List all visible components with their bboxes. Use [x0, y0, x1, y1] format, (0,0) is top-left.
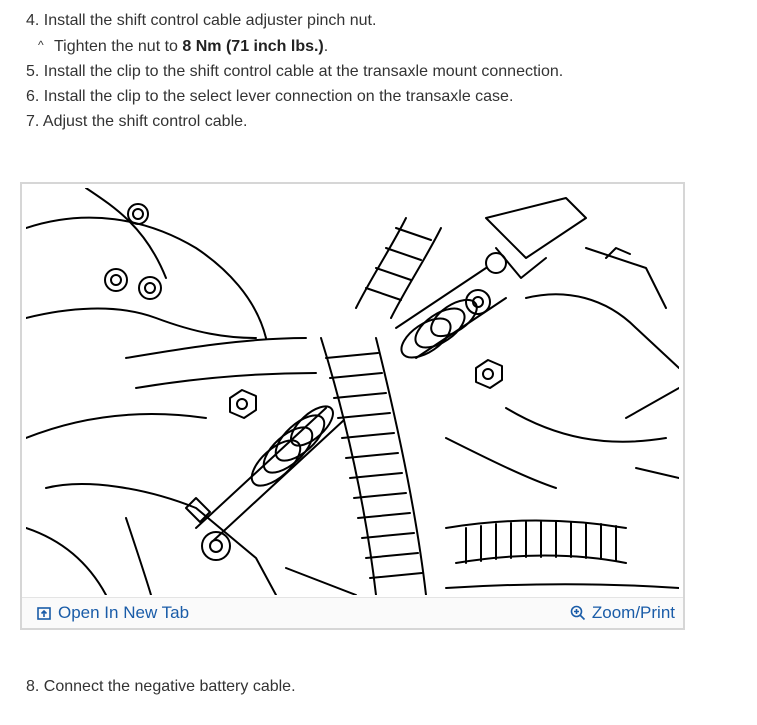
step-6 — [26, 84, 563, 109]
open-in-new-tab-link[interactable] — [36, 603, 189, 623]
step-text: Install the clip to the shift control cable at the transaxle mount connection. — [43, 63, 564, 80]
figure-panel — [20, 182, 685, 630]
step-8 — [26, 678, 296, 696]
illustration-drawing — [26, 188, 679, 595]
zoom-print-link[interactable] — [570, 603, 675, 623]
step-7 — [26, 109, 563, 134]
step-4 — [26, 8, 563, 33]
instruction-steps — [26, 8, 563, 134]
open-in-new-tab-icon — [36, 605, 52, 621]
step-number: 8. — [26, 678, 40, 695]
zoom-in-icon — [570, 605, 586, 621]
step-number: 7. — [26, 113, 40, 130]
step-number: 4. — [26, 12, 40, 29]
caret-bullet-icon: ^ — [38, 38, 44, 52]
step-text: Install the clip to the select lever connection on the transaxle case. — [43, 88, 514, 105]
shift-cable-illustration[interactable] — [26, 188, 679, 595]
step-5 — [26, 59, 563, 84]
step-text: Connect the negative battery cable. — [43, 678, 296, 695]
open-in-new-tab-label: Open In New Tab — [58, 603, 190, 622]
zoom-print-label: Zoom/Print — [591, 603, 675, 622]
step-text: Install the shift control cable adjuster pinch nut. — [43, 12, 377, 29]
step-number: 5. — [26, 63, 40, 80]
torque-value: 8 Nm (71 inch lbs.) — [182, 38, 324, 55]
step-number: 6. — [26, 88, 40, 105]
torque-suffix: . — [323, 38, 329, 55]
step-text: Adjust the shift control cable. — [42, 113, 248, 130]
torque-prefix: Tighten the nut to — [54, 38, 183, 55]
figure-toolbar — [22, 597, 683, 628]
step-4-torque-spec — [26, 33, 563, 59]
